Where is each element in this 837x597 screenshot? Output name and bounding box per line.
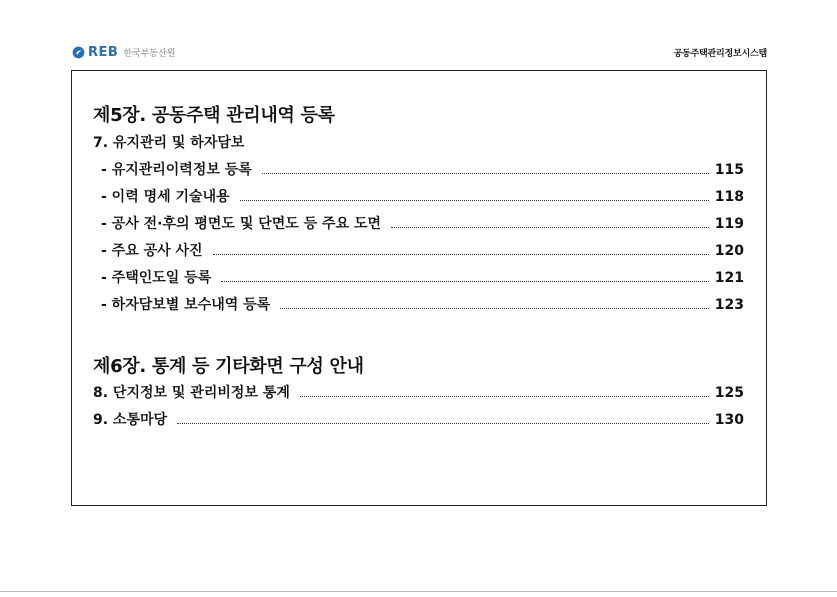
toc-entry-label: - 하자담보별 보수내역 등록	[101, 297, 271, 313]
toc-page-number: 121	[714, 270, 744, 286]
toc-page-number: 115	[714, 162, 744, 178]
dot-leader	[221, 281, 709, 282]
reb-logo-icon	[72, 46, 85, 59]
dot-leader	[262, 173, 709, 174]
toc-page-number: 125	[714, 385, 744, 401]
toc-page-number: 130	[714, 412, 744, 428]
toc-entry[interactable]	[93, 384, 744, 402]
toc-entry[interactable]	[101, 296, 744, 314]
toc-entry-label: - 유지관리이력정보 등록	[101, 162, 252, 178]
page-divider	[0, 591, 837, 592]
toc-entry-label: - 이력 명세 기술내용	[101, 189, 230, 205]
page-header	[72, 43, 767, 63]
dot-leader	[177, 423, 709, 424]
toc-entry-label: - 주요 공사 사진	[101, 243, 203, 259]
toc-entry[interactable]	[101, 242, 744, 260]
system-name: 공동주택관리정보시스템	[673, 49, 767, 59]
dot-leader	[300, 396, 709, 397]
toc-page-number: 123	[714, 297, 744, 313]
chapter-6-title: 제6장. 통계 등 기타화면 구성 안내	[93, 356, 364, 377]
table-of-contents	[71, 70, 767, 506]
toc-entry[interactable]	[101, 215, 744, 233]
chapter-5-title: 제5장. 공동주택 관리내역 등록	[93, 105, 335, 126]
toc-entry-label: - 공사 전·후의 평면도 및 단면도 등 주요 도면	[101, 216, 382, 232]
dot-leader	[213, 254, 709, 255]
toc-entry-label: 8. 단지정보 및 관리비정보 통계	[93, 385, 290, 401]
dot-leader	[240, 200, 709, 201]
toc-entry[interactable]	[101, 161, 744, 179]
logo-text: REB	[88, 44, 119, 60]
toc-section-7	[93, 134, 744, 152]
toc-page-number: 118	[714, 189, 744, 205]
toc-entry[interactable]	[101, 269, 744, 287]
reb-logo	[72, 43, 175, 61]
toc-section-label: 7. 유지관리 및 하자담보	[93, 135, 245, 151]
logo-subtitle: 한국부동산원	[123, 48, 176, 59]
toc-page-number: 120	[714, 243, 744, 259]
dot-leader	[280, 308, 709, 309]
toc-entry[interactable]	[93, 411, 744, 429]
toc-entry[interactable]	[101, 188, 744, 206]
dot-leader	[391, 227, 709, 228]
toc-page-number: 119	[714, 216, 744, 232]
toc-entry-label: 9. 소통마당	[93, 412, 168, 428]
toc-entry-label: - 주택인도일 등록	[101, 270, 212, 286]
